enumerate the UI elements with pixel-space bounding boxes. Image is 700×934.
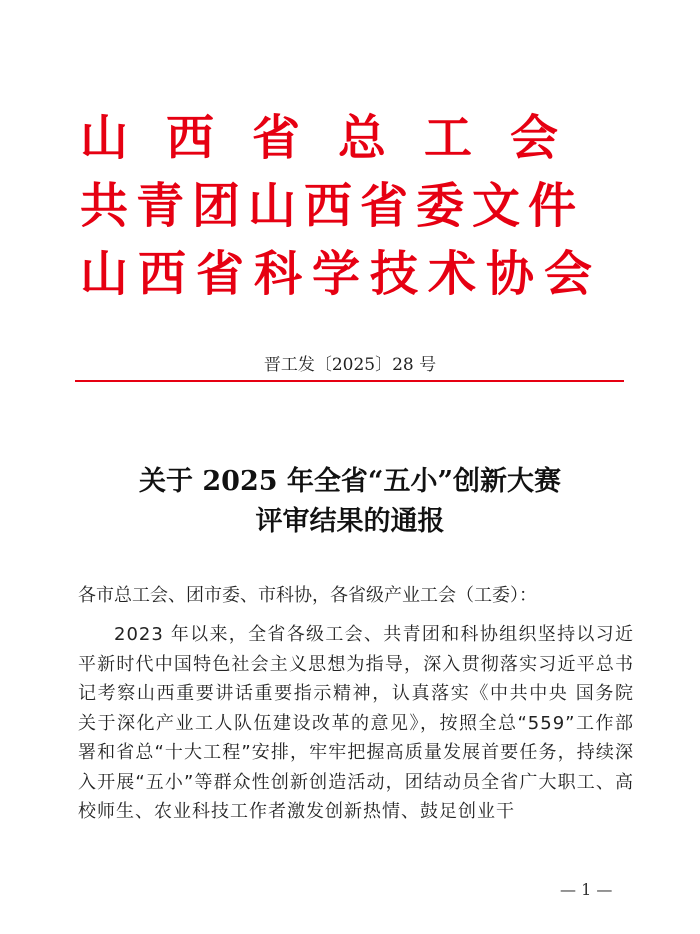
document-number: 晋工发〔2025〕28 号 (263, 355, 437, 375)
issuer-name-1: 山西省总工会 (80, 110, 597, 166)
issuer-line-3 (80, 240, 640, 308)
red-divider (75, 380, 624, 382)
salutation: 各市总工会、团市委、市科协，各省级产业工会（工委）： (78, 585, 537, 606)
issuer-name-3: 山西省科学技术协会 (80, 246, 603, 302)
title-line-1: 关于 2025 年全省“五小”创新大赛 (138, 466, 561, 497)
title-line-2: 评审结果的通报 (255, 506, 445, 537)
body-paragraph: 2023 年以来，全省各级工会、共青团和科协组织坚持以习近平新时代中国特色社会主义思想为指导，深入贯彻落实习近平总书记考察山西重要讲话重要指示精神，认真落实《中共中央 国务院关于深化产业工人队伍建设改革的意见》，按照全总“559”工作部署和省总“十大工程”安排，牢牢把握高质量发展首要任务，持续深入开展“五小”等群众性创新创造活动，团结动员全省广大职工、高校师生、农业科技工作者激发创新热情、鼓足创业干 (78, 624, 634, 822)
issuer-name-2: 共青团山西省委文件 (80, 178, 585, 234)
page-number: — 1 — (560, 880, 613, 899)
document-title (0, 462, 700, 542)
issuer-line-1 (80, 104, 640, 172)
issuer-line-2 (80, 172, 640, 240)
issuer-header (80, 104, 640, 308)
